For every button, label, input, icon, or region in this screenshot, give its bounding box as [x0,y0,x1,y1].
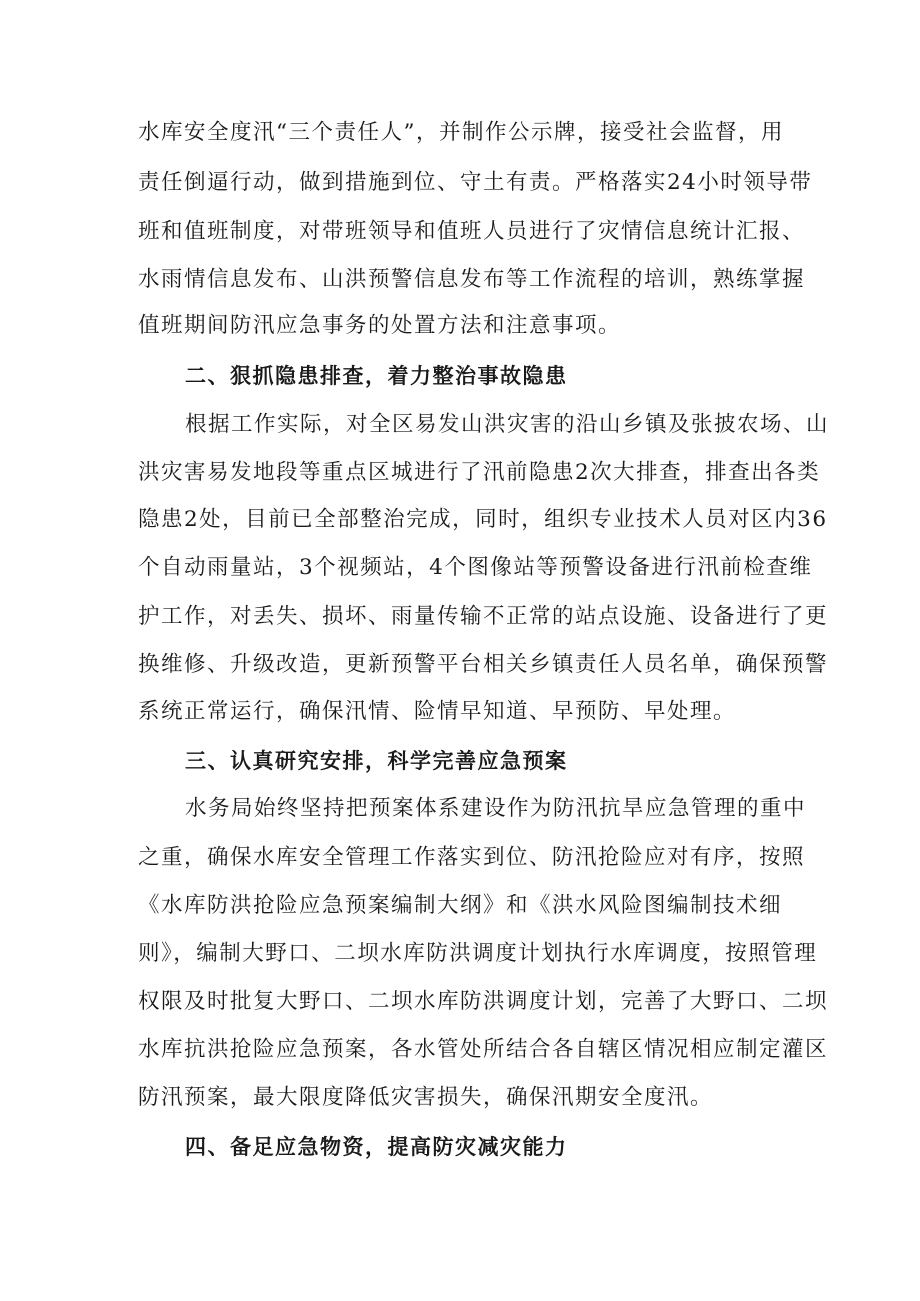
paragraph-line: 水库安全度汛“三个责任人”，并制作公示牌，接受社会监督，用 [138,120,784,145]
section-heading-3: 三、认真研究安排，科学完善应急预案 [185,749,568,773]
paragraph-line: 水务局始终坚持把预案体系建设作为防汛抗旱应急管理的重中 [185,796,807,821]
paragraph-line: 责任倒逼行动，做到措施到位、守土有责。严格落实24小时领导带 [138,170,813,195]
paragraph-line: 权限及时批复大野口、二坝水库防洪调度计划，完善了大野口、二坝 [138,989,829,1014]
paragraph-line: 根据工作实际，对全区易发山洪灾害的沿山乡镇及张披农场、山 [185,412,830,437]
paragraph-line: 护工作，对丢失、损坏、雨量传输不正常的站点设施、设备进行了更 [138,604,829,629]
paragraph-line: 个自动雨量站，3个视频站，4个图像站等预警设备进行汛前检查维 [138,555,813,580]
paragraph-line: 班和值班制度，对带班领导和值班人员进行了灾情信息统计汇报、 [138,219,806,244]
paragraph-line: 则》，编制大野口、二坝水库防洪调度计划执行水库调度，按照管理 [138,941,818,966]
paragraph-line: 值班期间防汛应急事务的处置方法和注意事项。 [138,313,622,338]
paragraph-line: 隐患2处，目前已全部整治完成，同时，组织专业技术人员对区内36 [138,507,828,532]
paragraph-line: 防汛预案，最大限度降低灾害损失，确保汛期安全度汛。 [138,1085,714,1110]
paragraph-line: 换维修、升级改造，更新预警平台相关乡镇责任人员名单，确保预警 [138,652,829,677]
section-heading-4: 四、备足应急物资，提高防灾减灾能力 [185,1135,568,1159]
paragraph-line: 之重，确保水库安全管理工作落实到位、防汛抢险应对有序，按照 [138,845,806,870]
paragraph-line: 洪灾害易发地段等重点区城进行了汛前隐患2次大排查，排查出各类 [138,460,821,485]
paragraph-line: 水库抗洪抢险应急预案，各水管处所结合各自辖区情况相应制定灌区 [138,1037,829,1062]
paragraph-line: 水雨情信息发布、山洪预警信息发布等工作流程的培训，熟练掌握 [138,267,806,292]
paragraph-line: 系统正常运行，确保汛情、险情早知道、早预防、早处理。 [138,699,737,724]
paragraph-line: 《水库防洪抢险应急预案编制大纲》和《洪水风险图编制技术细 [138,893,783,918]
section-heading-2: 二、狠抓隐患排查，着力整治事故隐患 [185,364,568,388]
